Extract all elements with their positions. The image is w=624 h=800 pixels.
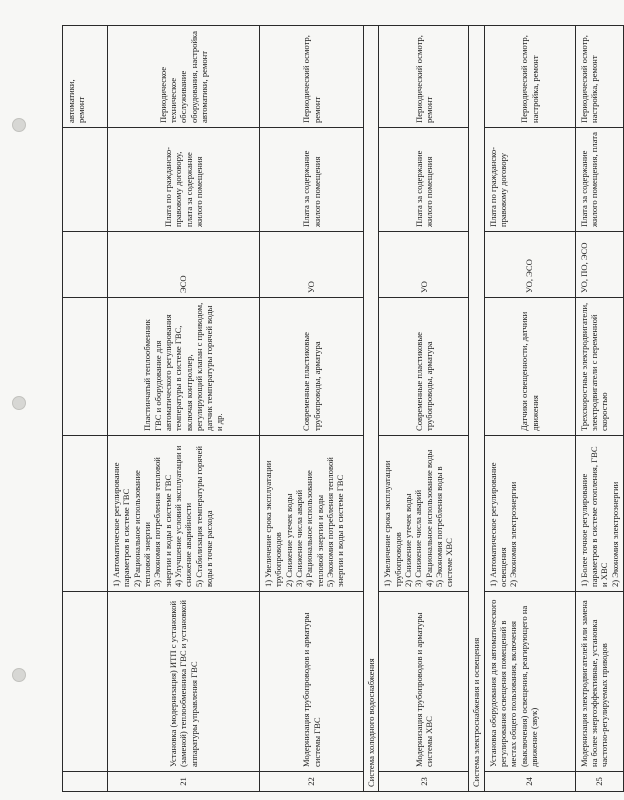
cell-effect — [63, 436, 108, 592]
cell-measure — [63, 592, 108, 772]
cell-equipment: Пластинчатый теплообменник ГВС и оборудование для автоматического регулирования температуры в системе ГВС, включая контроллер, регулирующий клапан с приводом, датчик температуры горячей воды и др. — [108, 298, 260, 436]
cell-measure: Модернизация трубопроводов и арматуры системы ГВС — [260, 592, 364, 772]
cell-performer: УО, ПО, ЭСО — [575, 232, 623, 298]
cell-num: 24 — [484, 772, 575, 792]
cell-source: Плата по гражданско-правовому договору — [484, 128, 575, 232]
cell-maintenance: автоматики, ремонт — [63, 26, 108, 128]
cell-num: 23 — [379, 772, 469, 792]
cell-equipment: Датчики освещенности, датчики движения — [484, 298, 575, 436]
table-row — [484, 26, 575, 792]
cell-measure: Модернизация трубопроводов и арматуры системы ХВС — [379, 592, 469, 772]
cell-num: 22 — [260, 772, 364, 792]
punch-hole — [12, 118, 26, 132]
cell-performer — [63, 232, 108, 298]
cell-performer: ЭСО — [108, 232, 260, 298]
cell-source: Плата за содержание жилого помещения, плата — [575, 128, 623, 232]
cell-maintenance: Периодический осмотр, настройка, ремонт — [575, 26, 623, 128]
cell-source: Плата по гражданско-правовому договору, плата за содержание жилого помещения — [108, 128, 260, 232]
cell-effect: 1) Автоматическое регулирование освещения 2) Экономия электроэнергии — [484, 436, 575, 592]
cell-equipment: Современные пластиковые трубопроводы, арматура — [260, 298, 364, 436]
cell-maintenance: Периодический осмотр, ремонт — [379, 26, 469, 128]
cell-measure: Модернизация электродвигателей или замена на более энергоэффективные, установка частотно-регулируемых приводов — [575, 592, 623, 772]
cell-effect: 1) Увеличение срока эксплуатации трубопроводов 2) Снижение утечек воды 3) Снижение числа аварий 4) Рациональное использование воды 5) Экономия потребления воды в системе ХВС — [379, 436, 469, 592]
table-row — [260, 26, 364, 792]
cell-performer: УО — [260, 232, 364, 298]
cell-maintenance: Периодический осмотр, настройка, ремонт — [484, 26, 575, 128]
punch-hole — [12, 396, 26, 410]
cell-effect: 1) Более точное регулирование параметров в системе отопления, ГВС и ХВС 2) Экономия электроэнергии — [575, 436, 623, 592]
cell-effect: 1) Автоматическое регулирование параметров в системе ГВС 2) Рациональное использование тепловой энергии 3) Экономия потребления тепловой энергии и воды в системе ГВС 4) Улучшение условий эксплуатации и снижение аварийности 5) Стабилизация температуры горячей воды в точке расхода — [108, 436, 260, 592]
cell-measure: Установка оборудования для автоматического регулирования освещения помещений в местах общего пользования, включения (выключения) освещения, реагирующего на движение (звук) — [484, 592, 575, 772]
punch-hole — [12, 668, 26, 682]
measures-table — [62, 25, 624, 792]
cell-equipment — [63, 298, 108, 436]
cell-source: Плата за содержание жилого помещения — [379, 128, 469, 232]
cell-maintenance: Периодическое техническое обслуживание оборудования, настройка автоматики, ремонт — [108, 26, 260, 128]
table-row — [575, 26, 623, 792]
cell-performer: УО, ЭСО — [484, 232, 575, 298]
table-row — [108, 26, 260, 792]
cell-equipment: Современные пластиковые трубопроводы, арматура — [379, 298, 469, 436]
section-row — [469, 26, 484, 792]
cell-source — [63, 128, 108, 232]
cell-effect: 1) Увеличение срока эксплуатации трубопроводов 2) Снижение утечек воды 3) Снижение числа аварий 4) Рациональное использование тепловой энергии и воды 5) Экономия потребления тепловой энергии и воды в системе ГВС — [260, 436, 364, 592]
cell-performer: УО — [379, 232, 469, 298]
cell-num — [63, 772, 108, 792]
table-row — [379, 26, 469, 792]
section-heading: Система электроснабжения и освещения — [469, 26, 484, 792]
cell-maintenance: Периодический осмотр, ремонт — [260, 26, 364, 128]
cell-num: 21 — [108, 772, 260, 792]
cell-source: Плата за содержание жилого помещения — [260, 128, 364, 232]
rotated-table-wrapper — [62, 26, 620, 792]
cell-num: 25 — [575, 772, 623, 792]
table-row — [63, 26, 108, 792]
cell-measure: Установка (модернизация) ИТП с установкой (заменой) теплообменника ГВС и установкой аппаратуры управления ГВС — [108, 592, 260, 772]
cell-equipment: Трехскоростные электродвигатели, электродвигатели с переменной скоростью — [575, 298, 623, 436]
section-row — [364, 26, 379, 792]
section-heading: Система холодного водоснабжения — [364, 26, 379, 792]
